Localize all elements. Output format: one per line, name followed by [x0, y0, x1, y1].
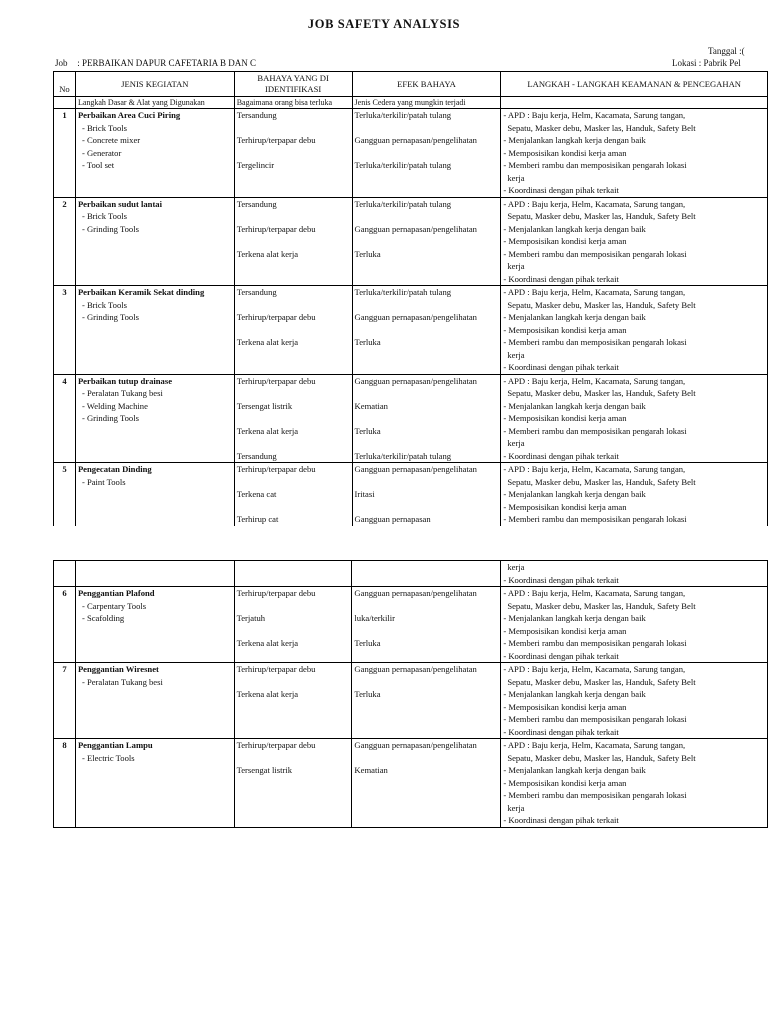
table-body-1: [54, 109, 768, 526]
tool-item: - Peralatan Tukang besi: [81, 676, 163, 687]
effect-cell: [352, 286, 501, 375]
hazard-item: [237, 600, 350, 613]
step-item: - Menjalankan langkah kerja dengan baik: [503, 223, 646, 234]
effect-item: Terluka/terkilir/patah tulang: [354, 198, 452, 209]
effect-item: Terluka/terkilir/patah tulang: [354, 287, 452, 297]
activity-cell: [75, 109, 234, 198]
effect-item: Gangguan pernapasan/pengelihatan: [354, 464, 477, 474]
tool-item: - Brick Tools: [81, 211, 128, 221]
jsa-table-page-1: [53, 71, 768, 526]
step-item: Sepatu, Masker debu, Masker las, Handuk, Safety Belt: [507, 600, 696, 611]
row-number: 4: [54, 374, 76, 463]
tool-item: - Welding Machine: [81, 400, 148, 411]
step-item: - APD : Baju kerja, Helm, Kacamata, Sarung tangan,: [503, 110, 686, 120]
activity-cell: [75, 587, 234, 663]
effect-item: [355, 235, 499, 248]
row-number: 3: [54, 286, 76, 375]
activity-name: Penggantian Lampu: [77, 740, 153, 750]
tool-item: - Tool set: [81, 160, 115, 170]
header-langkah: LANGKAH - LANGKAH KEAMANAN & PENCEGAHAN: [501, 72, 768, 97]
table-row: [54, 374, 768, 463]
tool-item: - Grinding Tools: [81, 223, 139, 234]
hazard-item: Tersandung: [236, 110, 277, 120]
hazard-item: [237, 210, 350, 223]
step-item: Sepatu, Masker debu, Masker las, Handuk, Safety Belt: [507, 211, 696, 221]
step-item: - Menjalankan langkah kerja dengan baik: [503, 613, 646, 623]
effect-item: Terluka: [354, 248, 381, 259]
step-item: - Memberi rambu dan memposisikan pengarah lokasi: [503, 160, 687, 170]
effect-item: [354, 676, 498, 689]
hazard-item: [237, 324, 350, 337]
effect-item: [355, 501, 499, 514]
step-item: - APD : Baju kerja, Helm, Kacamata, Sarung tangan,: [503, 588, 686, 598]
hazard-item: Terhirup/terpapar debu: [236, 740, 316, 750]
step-item: - APD : Baju kerja, Helm, Kacamata, Sarung tangan,: [503, 198, 686, 209]
hazard-item: [237, 122, 350, 135]
subheader-bahaya: Bagaimana orang bisa terluka: [234, 97, 352, 109]
step-item: - Menjalankan langkah kerja dengan baik: [503, 489, 646, 499]
steps-cell: [501, 739, 768, 828]
hazard-item: Terhirup/terpapar debu: [236, 588, 316, 598]
subheader-row: [54, 97, 768, 109]
row-number: 7: [54, 663, 76, 739]
hazard-item: [237, 437, 350, 450]
row-number: 1: [54, 109, 76, 198]
hazard-item: [237, 387, 350, 400]
effect-cell: [352, 663, 501, 739]
step-item: - Memberi rambu dan memposisikan pengarah lokasi: [503, 425, 687, 436]
effect-item: [355, 437, 499, 450]
tool-item: - Paint Tools: [81, 476, 126, 487]
activity-cell: [75, 374, 234, 463]
hazard-item: [237, 676, 350, 689]
step-item: - Menjalankan langkah kerja dengan baik: [503, 135, 646, 145]
step-item: - Menjalankan langkah kerja dengan baik: [503, 400, 646, 411]
activity-name: Perbaikan Area Cuci Piring: [77, 110, 181, 120]
effect-item: Gangguan pernapasan/pengelihatan: [354, 375, 477, 386]
step-item: - Koordinasi dengan pihak terkait: [503, 362, 619, 372]
job-value: : PERBAIKAN DAPUR CAFETARIA B DAN C: [77, 58, 257, 68]
step-item: - Memposisikan kondisi kerja aman: [503, 236, 627, 246]
tool-item: - Brick Tools: [81, 122, 128, 133]
activity-cell: [75, 197, 234, 286]
hazard-item: Tergelincir: [236, 160, 275, 170]
step-item: Sepatu, Masker debu, Masker las, Handuk, Safety Belt: [507, 299, 696, 310]
tool-item: - Electric Tools: [81, 752, 135, 763]
row-number: 2: [54, 197, 76, 286]
effect-item: Terluka: [354, 638, 381, 648]
effect-item: Kematian: [354, 400, 388, 411]
effect-cell: [352, 739, 501, 828]
step-item: - Memposisikan kondisi kerja aman: [503, 324, 627, 335]
step-item: - Koordinasi dengan pihak terkait: [503, 450, 619, 461]
activity-name: Perbaikan Keramik Sekat dinding: [77, 287, 205, 297]
step-item: - APD : Baju kerja, Helm, Kacamata, Sarung tangan,: [503, 664, 686, 674]
hazard-item: Terhirup/terpapar debu: [236, 223, 316, 234]
job-row: [55, 58, 256, 68]
tool-item: - Peralatan Tukang besi: [81, 388, 163, 398]
hazard-item: [237, 625, 350, 638]
effect-item: Terluka: [354, 337, 381, 347]
effect-item: Kematian: [354, 765, 388, 775]
hazard-item: Terkena alat kerja: [236, 689, 299, 699]
hazard-item: [237, 501, 350, 514]
hazard-item: Terhirup cat: [236, 514, 279, 524]
steps-cell: [501, 463, 768, 526]
row-number: 6: [54, 587, 76, 663]
step-item: - Koordinasi dengan pihak terkait: [503, 574, 619, 585]
header-bahaya: BAHAYA YANG DI IDENTIFIKASI: [234, 72, 352, 97]
tool-item: - Grinding Tools: [81, 413, 139, 423]
tool-item: - Scafolding: [81, 613, 125, 623]
step-item: Sepatu, Masker debu, Masker las, Handuk, Safety Belt: [507, 388, 696, 398]
subheader-efek: Jenis Cedera yang mungkin terjadi: [352, 97, 501, 109]
step-item: - Menjalankan langkah kerja dengan baik: [503, 765, 646, 775]
step-item: kerja: [507, 802, 525, 813]
effect-item: [354, 625, 498, 638]
effect-item: Gangguan pernapasan/pengelihatan: [354, 664, 477, 674]
hazard-item: Terkena alat kerja: [236, 638, 299, 648]
steps-cell: [501, 587, 768, 663]
tool-item: - Carpentary Tools: [81, 600, 147, 611]
hazard-item: [237, 299, 350, 312]
step-item: kerja: [507, 349, 525, 360]
effect-cell: [352, 109, 501, 198]
steps-cell: [501, 374, 768, 463]
step-item: - Memposisikan kondisi kerja aman: [503, 625, 627, 636]
hazard-item: Terhirup/terpapar debu: [236, 664, 316, 674]
table-row: [54, 197, 768, 286]
effect-item: [355, 210, 499, 223]
effect-item: Gangguan pernapasan/pengelihatan: [354, 223, 477, 234]
row-number: 8: [54, 739, 76, 828]
step-item: - Memberi rambu dan memposisikan pengarah lokasi: [503, 248, 687, 259]
table-row: [54, 286, 768, 375]
step-item: kerja: [507, 438, 525, 448]
step-item: Sepatu, Masker debu, Masker las, Handuk, Safety Belt: [507, 752, 696, 763]
hazard-item: [237, 235, 350, 248]
step-item: - Memberi rambu dan memposisikan pengarah lokasi: [503, 714, 687, 724]
hazard-cell: [234, 286, 352, 375]
effect-item: [354, 600, 498, 613]
steps-cell: [501, 109, 768, 198]
hazard-item: [237, 147, 350, 160]
step-item: kerja: [507, 562, 525, 572]
tool-item: - Concrete mixer: [81, 135, 141, 145]
hazard-cell: [234, 109, 352, 198]
hazard-item: Tersandung: [236, 287, 277, 297]
step-item: - Memberi rambu dan memposisikan pengarah lokasi: [503, 790, 687, 800]
subheader-kegiatan: Langkah Dasar & Alat yang Digunakan: [75, 97, 234, 109]
effect-item: Terluka: [354, 425, 381, 436]
effect-item: [355, 122, 499, 135]
hazard-item: Terjatuh: [236, 613, 266, 623]
hazard-item: Tersandung: [236, 450, 277, 461]
effect-cell: [352, 463, 501, 526]
step-item: - Memposisikan kondisi kerja aman: [503, 501, 627, 512]
hazard-item: Tersengat listrik: [236, 765, 293, 775]
effect-item: Terluka: [354, 689, 381, 699]
activity-name: Penggantian Wiresnet: [77, 664, 159, 674]
effect-item: Terluka/terkilir/patah tulang: [354, 110, 452, 120]
hazard-item: [237, 412, 350, 425]
activity-cell: [75, 561, 234, 587]
activity-name: Pengecatan Dinding: [77, 464, 152, 474]
effect-item: luka/terkilir: [354, 613, 395, 623]
step-item: Sepatu, Masker debu, Masker las, Handuk, Safety Belt: [507, 122, 696, 133]
step-item: - Memberi rambu dan memposisikan pengarah lokasi: [503, 514, 687, 524]
activity-name: Penggantian Plafond: [77, 588, 155, 598]
table-row: [54, 587, 768, 663]
hazard-cell: [234, 463, 352, 526]
step-item: - APD : Baju kerja, Helm, Kacamata, Sarung tangan,: [503, 740, 686, 750]
step-item: Sepatu, Masker debu, Masker las, Handuk, Safety Belt: [507, 676, 696, 687]
step-item: - Memberi rambu dan memposisikan pengarah lokasi: [503, 337, 687, 347]
hazard-item: Terhirup/terpapar debu: [236, 375, 316, 386]
activity-name: Perbaikan tutup drainase: [77, 375, 173, 386]
tool-item: - Generator: [81, 147, 122, 158]
header-row: [54, 72, 768, 97]
effect-item: [354, 752, 498, 765]
step-item: kerja: [507, 172, 525, 183]
hazard-cell: [234, 374, 352, 463]
table-body-2: [54, 561, 768, 828]
hazard-item: [237, 476, 350, 489]
step-item: - Memberi rambu dan memposisikan pengarah lokasi: [503, 638, 687, 648]
effect-item: [355, 147, 499, 160]
hazard-item: [237, 752, 350, 765]
effect-item: Gangguan pernapasan: [354, 514, 431, 524]
table-row: [54, 663, 768, 739]
hazard-cell: [234, 561, 352, 587]
hazard-item: Terhirup/terpapar debu: [236, 464, 316, 474]
effect-item: [355, 299, 499, 312]
step-item: - Memposisikan kondisi kerja aman: [503, 701, 627, 712]
effect-item: Iritasi: [354, 489, 375, 499]
effect-item: [355, 387, 499, 400]
tool-item: - Brick Tools: [81, 299, 128, 310]
hazard-cell: [234, 739, 352, 828]
step-item: - Koordinasi dengan pihak terkait: [503, 273, 619, 284]
activity-cell: [75, 286, 234, 375]
hazard-cell: [234, 663, 352, 739]
hazard-cell: [234, 197, 352, 286]
effect-cell: [352, 561, 501, 587]
effect-item: Terluka/terkilir/patah tulang: [354, 160, 452, 170]
effect-item: Gangguan pernapasan/pengelihatan: [354, 135, 477, 145]
effect-item: [355, 324, 499, 337]
hazard-item: Terkena alat kerja: [236, 425, 299, 436]
step-item: kerja: [507, 261, 525, 271]
effect-item: Terluka/terkilir/patah tulang: [354, 450, 452, 461]
step-item: - Memposisikan kondisi kerja aman: [503, 777, 627, 788]
header-no: No: [54, 72, 76, 97]
effect-item: [355, 476, 499, 489]
job-label: Job: [55, 58, 68, 68]
effect-cell: [352, 587, 501, 663]
header-kegiatan: JENIS KEGIATAN: [75, 72, 234, 97]
step-item: - Koordinasi dengan pihak terkait: [503, 726, 619, 737]
steps-cell: [501, 561, 768, 587]
jsa-table-page-2: [53, 560, 768, 828]
effect-item: Gangguan pernapasan/pengelihatan: [354, 740, 477, 750]
hazard-item: Terkena alat kerja: [236, 337, 299, 347]
step-item: - Menjalankan langkah kerja dengan baik: [503, 312, 646, 322]
table-row: [54, 739, 768, 828]
step-item: - APD : Baju kerja, Helm, Kacamata, Sarung tangan,: [503, 375, 686, 386]
activity-cell: [75, 739, 234, 828]
step-item: - Koordinasi dengan pihak terkait: [503, 815, 619, 825]
location-label: Lokasi : Pabrik Pel: [672, 58, 741, 68]
steps-cell: [501, 663, 768, 739]
hazard-item: Terkena alat kerja: [236, 248, 299, 259]
effect-item: Gangguan pernapasan/pengelihatan: [354, 588, 477, 598]
date-label: Tanggal :(: [708, 46, 745, 56]
tool-item: - Grinding Tools: [81, 312, 139, 322]
continuation-row: [54, 561, 768, 587]
effect-cell: [352, 374, 501, 463]
row-number: 5: [54, 463, 76, 526]
step-item: - Menjalankan langkah kerja dengan baik: [503, 689, 646, 699]
step-item: - APD : Baju kerja, Helm, Kacamata, Sarung tangan,: [503, 287, 686, 297]
activity-cell: [75, 663, 234, 739]
header-efek: EFEK BAHAYA: [352, 72, 501, 97]
step-item: - Memposisikan kondisi kerja aman: [503, 147, 627, 158]
hazard-item: Terhirup/terpapar debu: [236, 135, 316, 145]
step-item: - Koordinasi dengan pihak terkait: [503, 185, 619, 195]
effect-cell: [352, 197, 501, 286]
effect-item: Gangguan pernapasan/pengelihatan: [354, 312, 477, 322]
document-title: JOB SAFETY ANALYSIS: [307, 17, 461, 31]
table-row: [54, 109, 768, 198]
step-item: - Memposisikan kondisi kerja aman: [503, 413, 627, 423]
hazard-item: Tersandung: [236, 198, 277, 209]
activity-name: Perbaikan sudut lantai: [77, 198, 162, 209]
step-item: Sepatu, Masker debu, Masker las, Handuk, Safety Belt: [507, 476, 696, 487]
steps-cell: [501, 197, 768, 286]
steps-cell: [501, 286, 768, 375]
hazard-item: Terkena cat: [236, 489, 277, 499]
hazard-item: Tersengat listrik: [236, 400, 293, 411]
row-number: [54, 561, 76, 587]
step-item: - APD : Baju kerja, Helm, Kacamata, Sarung tangan,: [503, 464, 686, 474]
hazard-item: Terhirup/terpapar debu: [236, 312, 316, 322]
hazard-cell: [234, 587, 352, 663]
table-row: [54, 463, 768, 526]
effect-item: [355, 412, 499, 425]
step-item: - Koordinasi dengan pihak terkait: [503, 650, 619, 661]
activity-cell: [75, 463, 234, 526]
